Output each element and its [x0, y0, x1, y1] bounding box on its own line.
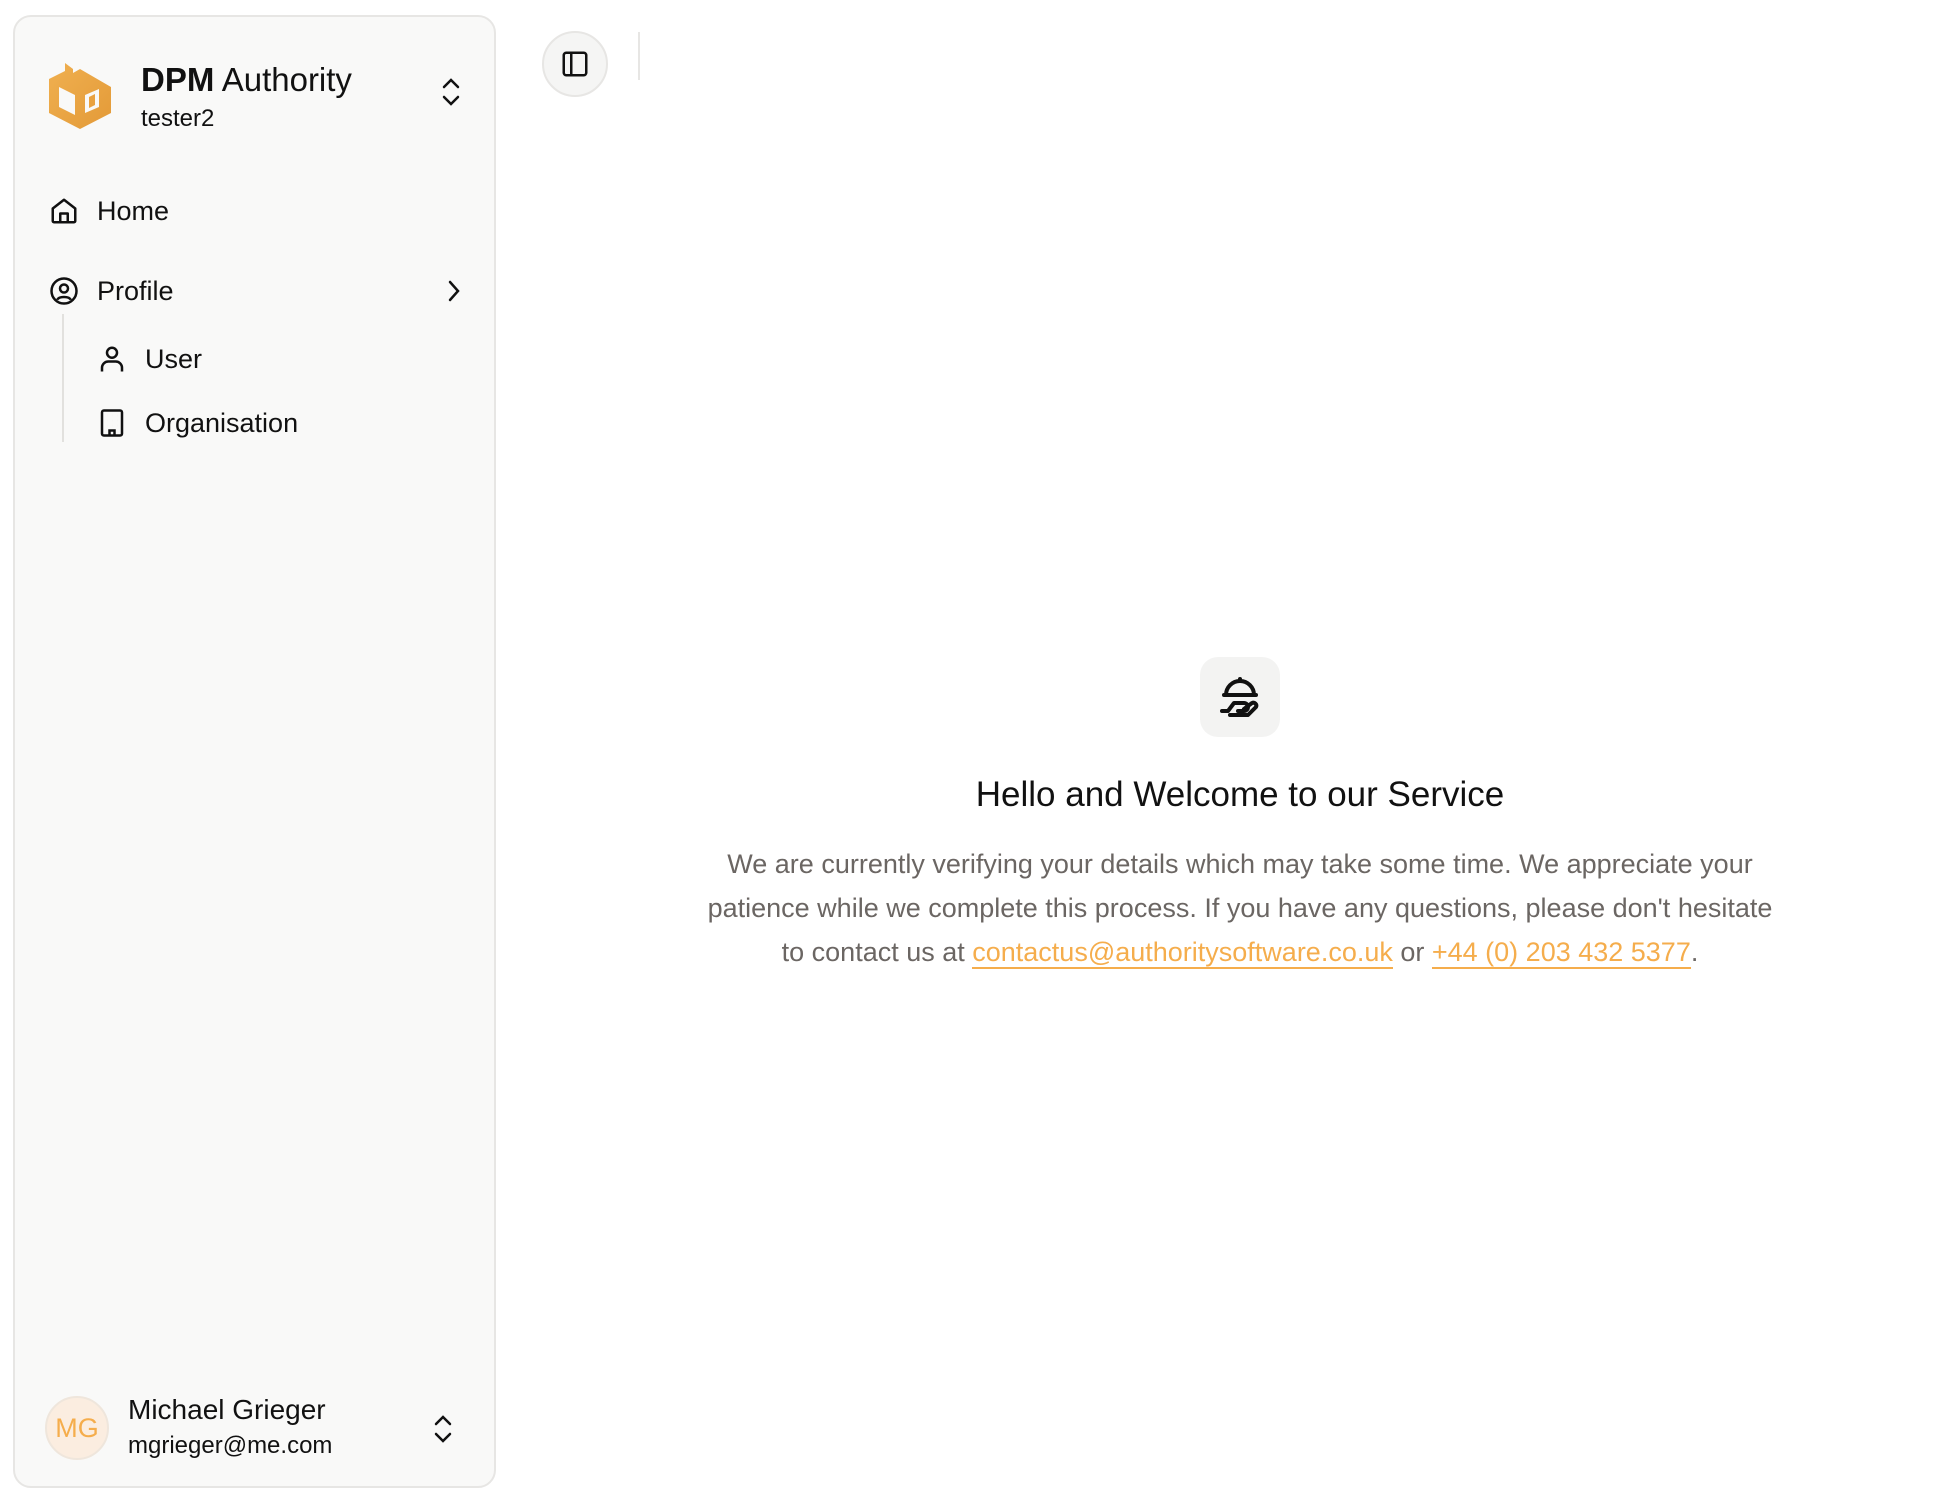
- submenu-divider: [62, 314, 64, 442]
- header-divider: [638, 32, 640, 80]
- message-end: .: [1690, 937, 1699, 967]
- panel-left-icon: [560, 49, 590, 79]
- welcome-icon-box: [1200, 657, 1280, 737]
- dpm-logo-icon: [49, 63, 111, 129]
- sidebar-item-label: Profile: [97, 275, 174, 306]
- chevrons-up-down-icon: [432, 1414, 454, 1444]
- home-icon: [49, 196, 79, 226]
- user-icon: [97, 344, 127, 374]
- sidebar: [13, 15, 496, 1488]
- workspace-name: tester2: [141, 105, 215, 132]
- sidebar-item-user[interactable]: [97, 333, 466, 385]
- sidebar-item-label: Organisation: [145, 407, 299, 438]
- app-title: [141, 61, 352, 99]
- building-icon: [97, 408, 127, 438]
- message-or: or: [1392, 937, 1432, 967]
- app-title-rest: Authority: [221, 61, 352, 98]
- welcome-title: Hello and Welcome to our Service: [975, 775, 1505, 814]
- concierge-bell-hand-icon: [1216, 673, 1264, 721]
- contact-phone-link[interactable]: +44 (0) 203 432 5377: [1431, 937, 1691, 967]
- sidebar-item-label: Home: [97, 195, 170, 226]
- workspace-switcher[interactable]: [49, 47, 474, 137]
- avatar: MG: [45, 1396, 109, 1460]
- chevrons-up-down-icon: [440, 77, 462, 107]
- user-email: mgrieger@me.com: [128, 1432, 333, 1459]
- welcome-message: [700, 842, 1780, 974]
- contact-email-link[interactable]: contactus@authoritysoftware.co.uk: [972, 937, 1393, 967]
- user-menu[interactable]: [45, 1394, 466, 1464]
- sidebar-item-home[interactable]: [49, 185, 466, 237]
- message-text: We are currently verifying your details which may take some time. We appreciate your patience while we complete this process. If you have any questions, please don't hesitate to contact us at: [707, 849, 1773, 967]
- chevron-right-icon: [442, 277, 466, 305]
- user-name: Michael Grieger: [128, 1394, 326, 1425]
- user-circle-icon: [49, 276, 79, 306]
- sidebar-item-label: User: [145, 343, 203, 374]
- sidebar-item-profile[interactable]: [49, 265, 466, 317]
- app-title-bold: DPM: [141, 61, 215, 98]
- sidebar-toggle-button[interactable]: [542, 31, 608, 97]
- sidebar-item-organisation[interactable]: [97, 397, 466, 449]
